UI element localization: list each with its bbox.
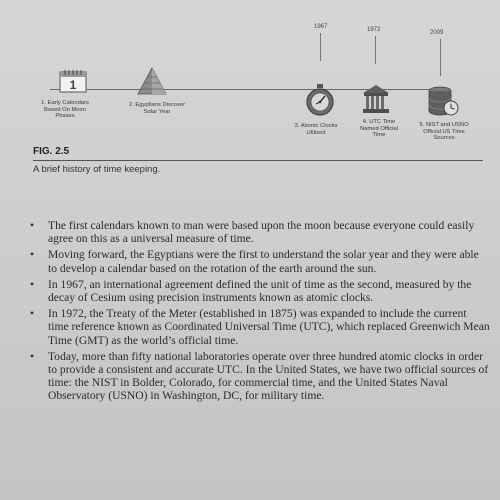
bullet-marker: •: [30, 307, 35, 321]
bullet-item: [24, 350, 490, 403]
bullet-text: In 1972, the Treaty of the Meter (established in 1875) was expanded to include the current time reference known as Coordinated Universal Time (UTC), which replaced Greenwich Mean Time (GMT) as the world’s official time.: [48, 307, 490, 347]
calendar-day-number: 1: [69, 78, 77, 92]
bullet-item: [24, 278, 490, 304]
bullet-item: [24, 307, 490, 347]
figure-caption: A brief history of time keeping.: [33, 164, 161, 175]
figure-label: FIG. 2.5: [33, 146, 70, 157]
bullet-list: [24, 219, 490, 406]
bullet-marker: •: [30, 277, 35, 291]
bullet-item: [24, 219, 490, 245]
year-label-2009: 2009: [430, 30, 444, 36]
year-label-1967: 1967: [314, 24, 328, 30]
figure-divider: [33, 160, 483, 161]
bullet-text: Today, more than fifty national laboratories operate over three hundred atomic clocks in order to provide a consistent and accurate UTC. In the United States, we have two official sources of time: the NIST in Bolder, Colorado, for commercial time, and the United States Naval Observatory (USNO) in Washington, DC, for military time.: [48, 349, 489, 403]
building-icon: [362, 84, 390, 114]
timeline-caption-1: 1. Early Calendars Based On Moon Phases: [41, 100, 89, 120]
bullet-marker: •: [30, 349, 35, 363]
timeline-tick: [440, 39, 441, 76]
timeline-caption-4: 4. UTC Time Named Official Time: [360, 119, 398, 139]
bullet-item: [24, 248, 490, 274]
calendar-icon: [58, 68, 88, 94]
database-clock-icon: [426, 86, 460, 118]
timeline-caption-3: 3. Atomic Clocks Utilized: [294, 123, 338, 136]
bullet-marker: •: [30, 248, 35, 262]
stopwatch-icon: [305, 84, 335, 118]
timeline-figure: [0, 0, 500, 190]
year-label-1972: 1972: [367, 27, 381, 33]
pyramid-icon: [136, 66, 168, 96]
timeline-tick: [375, 36, 376, 64]
timeline-caption-2: 2. Egyptians Discover Solar Year: [128, 102, 186, 115]
bullet-text: Moving forward, the Egyptians were the first to understand the solar year and they were able to develop a calendar based on the rotation of the earth around the sun.: [48, 248, 479, 275]
timeline-tick: [320, 33, 321, 61]
bullet-text: In 1967, an international agreement defined the unit of time as the second, measured by the decay of Cesium using precision instruments known as atomic clocks.: [48, 277, 472, 305]
timeline-caption-5: 5. NIST and USNO Official US Time Sources: [419, 122, 469, 142]
bullet-marker: •: [30, 219, 35, 232]
bullet-text: The first calendars known to man were based upon the moon because everyone could easily agree on this as a universal measure of time.: [48, 219, 475, 246]
